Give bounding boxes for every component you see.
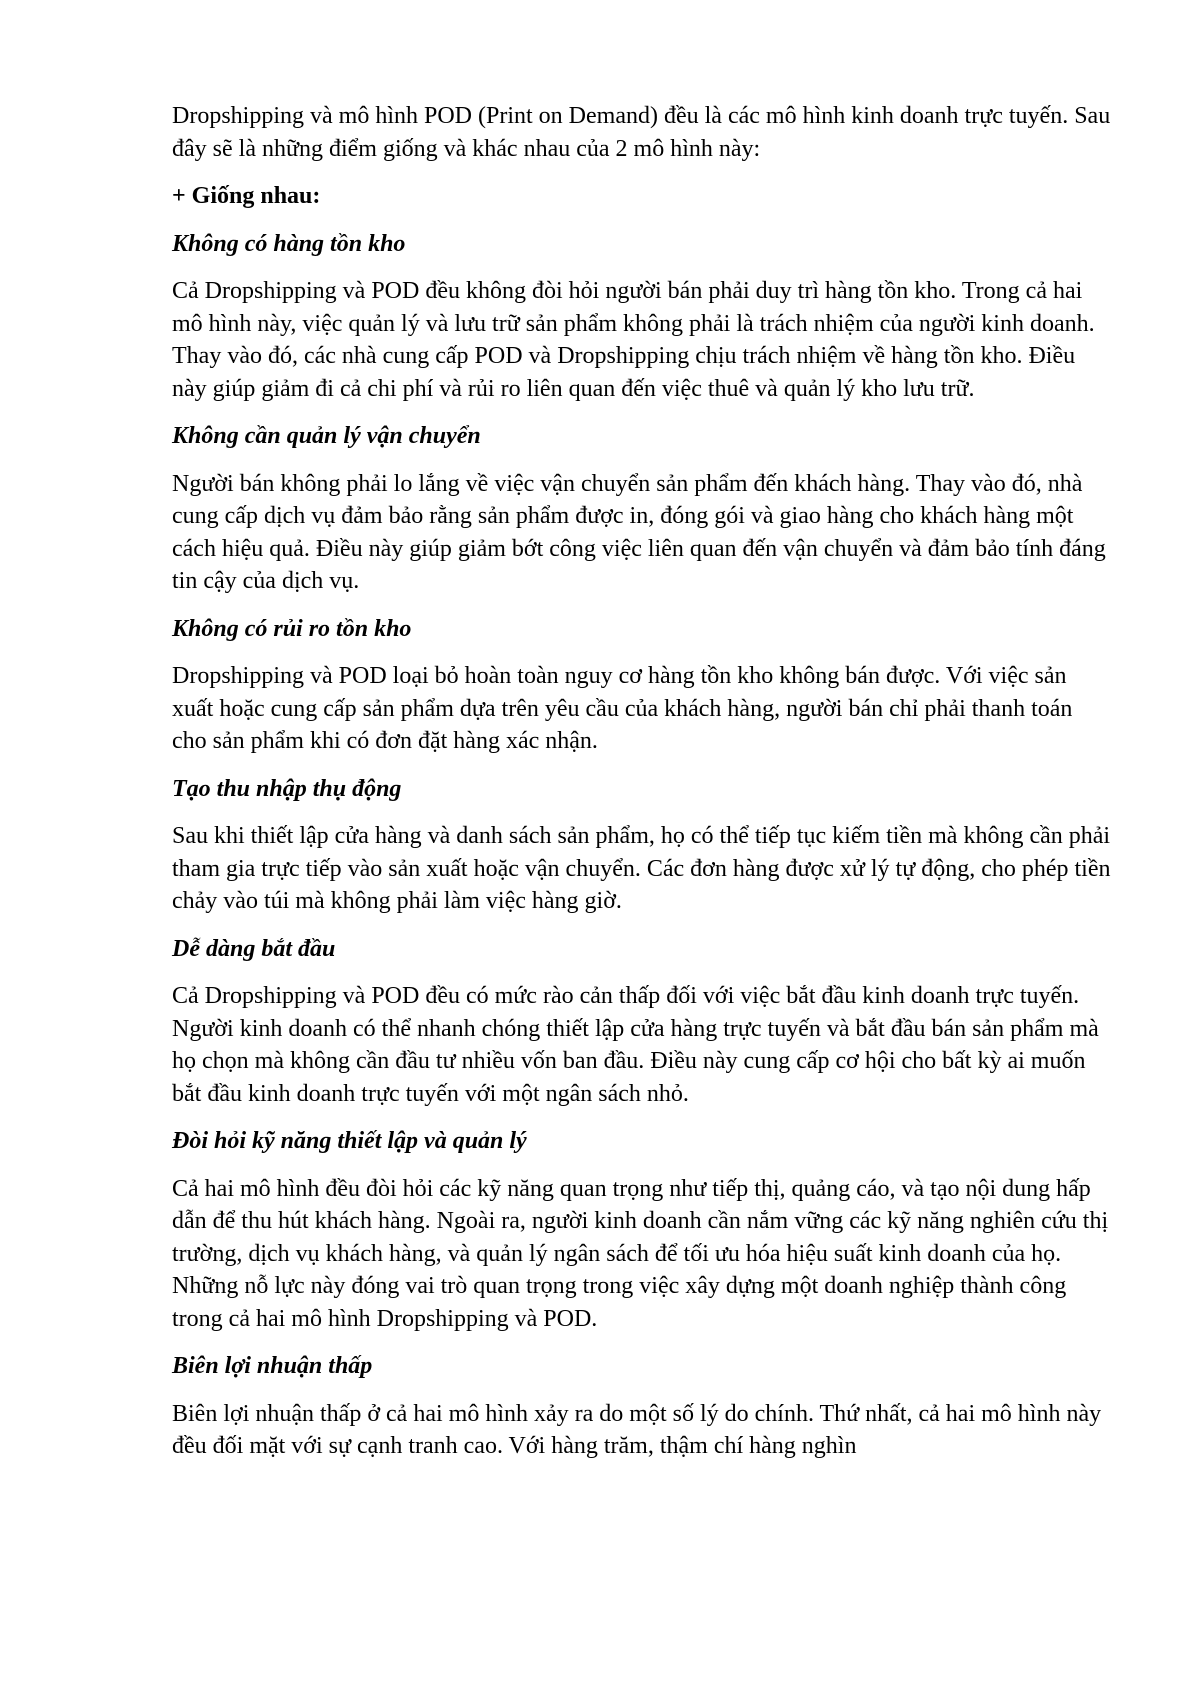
intro-paragraph: Dropshipping và mô hình POD (Print on Demand) đều là các mô hình kinh doanh trực tuyến. Sau đây sẽ là những điểm giống và khác nhau của 2 mô hình này: — [172, 103, 1111, 162]
section-body-passive-income: Sau khi thiết lập cửa hàng và danh sách sản phẩm, họ có thể tiếp tục kiếm tiền mà không cần phải tham gia trực tiếp vào sản xuất hoặc vận chuyển. Các đơn hàng được xử lý tự động, cho phép tiền chảy vào túi mà không phải làm việc hàng giờ. — [172, 823, 1111, 914]
section-body-low-margin: Biên lợi nhuận thấp ở cả hai mô hình xảy ra do một số lý do chính. Thứ nhất, cả hai mô hình này đều đối mặt với sự cạnh tranh cao. Với hàng trăm, thậm chí hàng nghìn — [172, 1400, 1102, 1459]
similarities-heading: + Giống nhau: — [172, 183, 321, 209]
section-heading-no-inventory: Không có hàng tồn kho — [172, 230, 406, 257]
section-heading-passive-income: Tạo thu nhập thụ động — [172, 775, 402, 802]
section-body-skills-required: Cả hai mô hình đều đòi hỏi các kỹ năng quan trọng như tiếp thị, quảng cáo, và tạo nội dung hấp dẫn để thu hút khách hàng. Ngoài ra, người kinh doanh cần nắm vững các kỹ năng nghiên cứu thị trường, dịch vụ khách hàng, và quản lý ngân sách để tối ưu hóa hiệu suất kinh doanh của họ. Những nỗ lực này đóng vai trò quan trọng trong việc xây dựng một doanh nghiệp thành công trong cả hai mô hình Dropshipping và POD. — [172, 1175, 1109, 1332]
section-heading-easy-start: Dễ dàng bắt đầu — [172, 935, 336, 962]
section-body-no-shipping-management: Người bán không phải lo lắng về việc vận chuyển sản phẩm đến khách hàng. Thay vào đó, nhà cung cấp dịch vụ đảm bảo rằng sản phẩm được in, đóng gói và giao hàng cho khách hàng một cách hiệu quả. Điều này giúp giảm bớt công việc liên quan đến vận chuyển và đảm bảo tính đáng tin cậy của dịch vụ. — [172, 470, 1106, 594]
section-heading-no-shipping-management: Không cần quản lý vận chuyển — [172, 423, 481, 449]
section-body-easy-start: Cả Dropshipping và POD đều có mức rào cản thấp đối với việc bắt đầu kinh doanh trực tuyến. Người kinh doanh có thể nhanh chóng thiết lập cửa hàng trực tuyến và bắt đầu bán sản phẩm mà họ chọn mà không cần đầu tư nhiều vốn ban đầu. Điều này cung cấp cơ hội cho bất kỳ ai muốn bắt đầu kinh doanh trực tuyến với một ngân sách nhỏ. — [172, 983, 1099, 1107]
document-page — [172, 100, 1112, 1478]
section-body-no-inventory: Cả Dropshipping và POD đều không đòi hỏi người bán phải duy trì hàng tồn kho. Trong cả hai mô hình này, việc quản lý và lưu trữ sản phẩm không phải là trách nhiệm của người kinh doanh. Thay vào đó, các nhà cung cấp POD và Dropshipping chịu trách nhiệm về hàng tồn kho. Điều này giúp giảm đi cả chi phí và rủi ro liên quan đến việc thuê và quản lý kho lưu trữ. — [172, 278, 1095, 402]
section-heading-skills-required: Đòi hỏi kỹ năng thiết lập và quản lý — [172, 1128, 527, 1154]
section-heading-low-margin: Biên lợi nhuận thấp — [172, 1353, 373, 1379]
section-heading-no-inventory-risk: Không có rủi ro tồn kho — [172, 615, 412, 642]
section-body-no-inventory-risk: Dropshipping và POD loại bỏ hoàn toàn nguy cơ hàng tồn kho không bán được. Với việc sản xuất hoặc cung cấp sản phẩm dựa trên yêu cầu của khách hàng, người bán chỉ phải thanh toán cho sản phẩm khi có đơn đặt hàng xác nhận. — [172, 663, 1073, 754]
